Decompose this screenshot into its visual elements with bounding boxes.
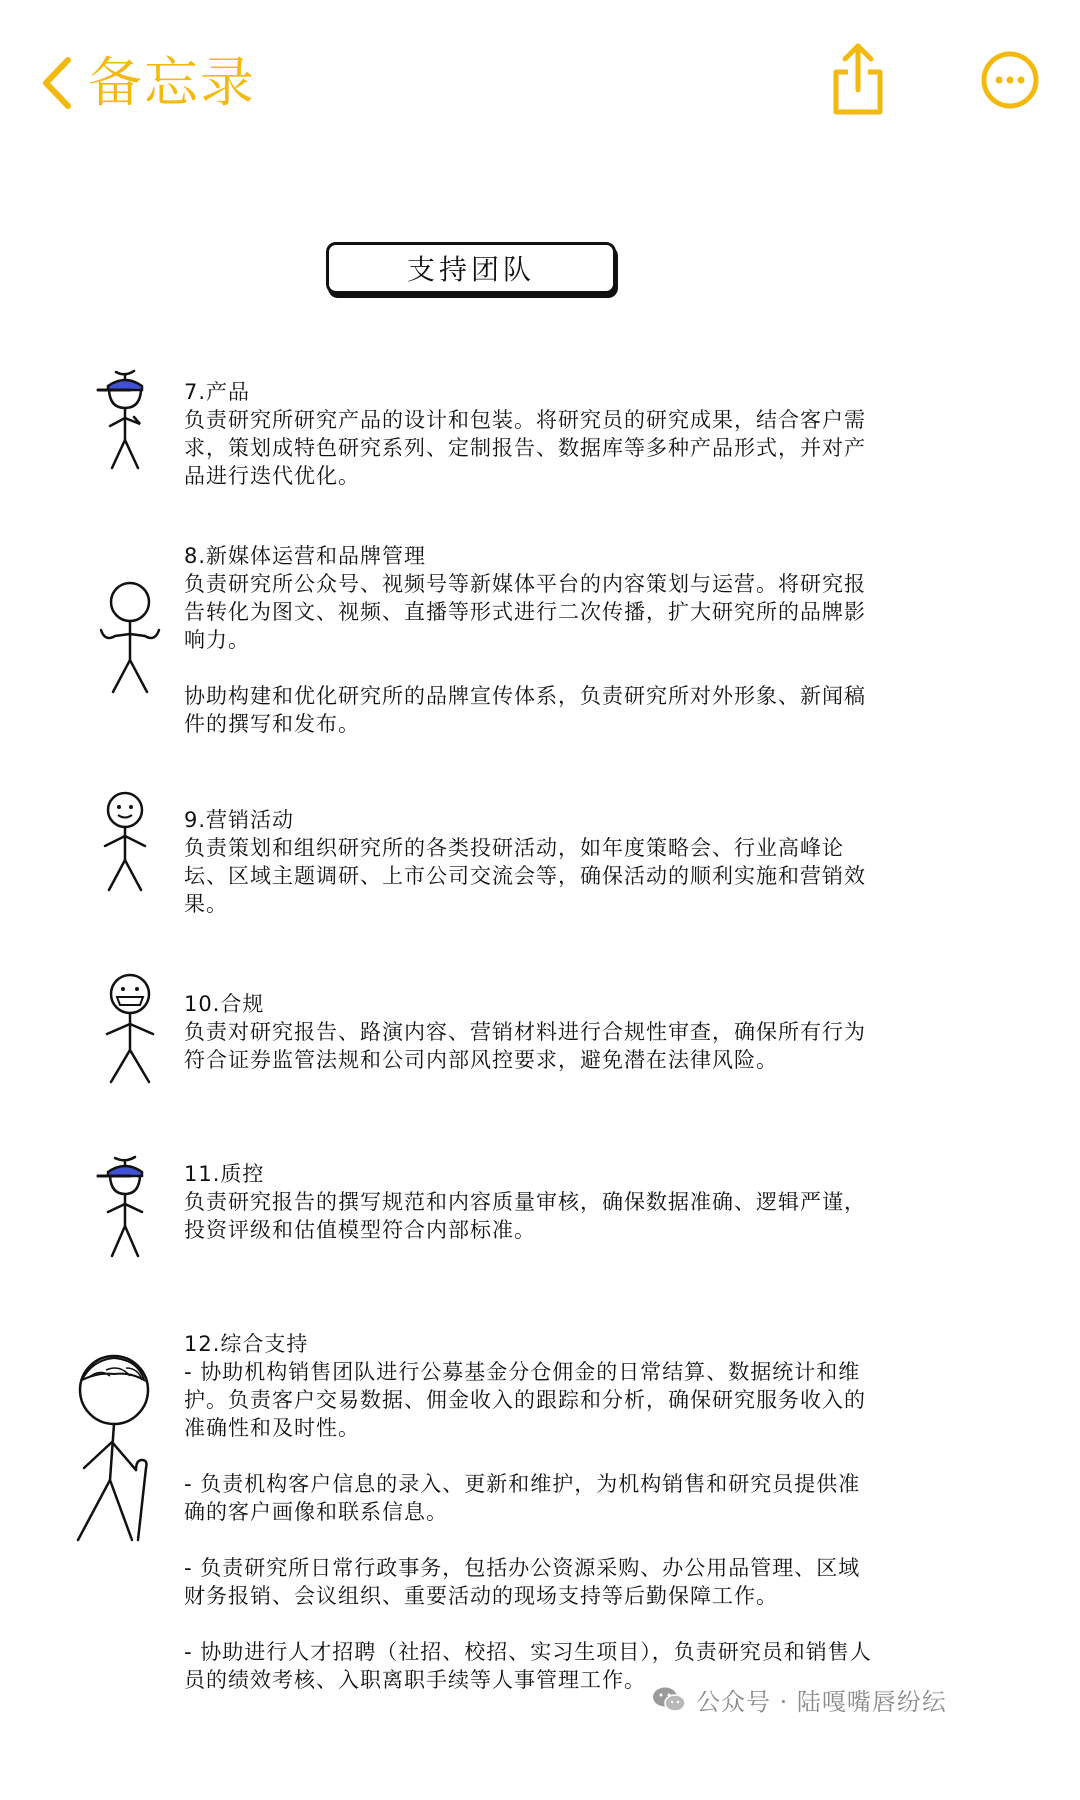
chevron-left-icon — [40, 56, 74, 110]
stick-figure-shrugging — [95, 580, 165, 695]
section-heading: 11.质控 — [184, 1162, 265, 1186]
section-quality-control — [184, 1160, 874, 1244]
back-button[interactable] — [40, 48, 256, 118]
stick-figure-masked — [95, 970, 165, 1085]
section-paragraph: 协助构建和优化研究所的品牌宣传体系，负责研究所对外形象、新闻稿件的撰写和发布。 — [184, 684, 866, 736]
section-paragraph: - 负责研究所日常行政事务，包括办公资源采购、办公用品管理、区域财务报销、会议组织、重要活动的现场支持等后勤保障工作。 — [184, 1556, 861, 1608]
stick-figure-propeller-cap — [90, 368, 160, 473]
section-paragraph: 负责研究所公众号、视频号等新媒体平台的内容策划与运营。将研究报告转化为图文、视频、直播等形式进行二次传播，扩大研究所的品牌影响力。 — [184, 572, 866, 652]
section-paragraph: 负责研究报告的撰写规范和内容质量审核，确保数据准确、逻辑严谨，投资评级和估值模型符合内部标准。 — [184, 1190, 866, 1242]
watermark — [652, 1682, 947, 1717]
section-marketing — [184, 806, 874, 918]
section-general-support — [184, 1330, 874, 1694]
section-new-media — [184, 542, 874, 738]
stick-figure-elder-with-cane — [70, 1350, 170, 1545]
ellipsis-circle-icon — [980, 50, 1040, 110]
stick-figure-smiling — [95, 790, 155, 895]
share-button[interactable] — [828, 40, 888, 120]
section-paragraph: - 协助机构销售团队进行公募基金分仓佣金的日常结算、数据统计和维护。负责客户交易数据、佣金收入的跟踪和分析，确保研究服务收入的准确性和及时性。 — [184, 1360, 866, 1440]
nav-bar — [0, 0, 1080, 170]
back-label: 备忘录 — [88, 51, 256, 114]
section-paragraph: 负责策划和组织研究所的各类投研活动，如年度策略会、行业高峰论坛、区域主题调研、上市公司交流会等，确保活动的顺利实施和营销效果。 — [184, 836, 866, 916]
note-title: 支持团队 — [326, 242, 616, 294]
more-button[interactable] — [980, 50, 1040, 110]
section-paragraph: - 协助进行人才招聘（社招、校招、实习生项目），负责研究员和销售人员的绩效考核、入职离职手续等人事管理工作。 — [184, 1640, 872, 1692]
section-heading: 10.合规 — [184, 992, 265, 1016]
section-compliance — [184, 990, 874, 1074]
wechat-icon — [652, 1686, 686, 1714]
section-paragraph: 负责对研究报告、路演内容、营销材料进行合规性审查，确保所有行为符合证券监管法规和公司内部风控要求，避免潜在法律风险。 — [184, 1020, 866, 1072]
stick-figure-propeller-cap — [90, 1150, 160, 1260]
section-heading: 9.营销活动 — [184, 808, 295, 832]
share-icon — [828, 40, 888, 120]
section-heading: 7.产品 — [184, 380, 251, 404]
watermark-text: 公众号 · 陆嘎嘴唇纷纭 — [696, 1688, 947, 1716]
section-heading: 12.综合支持 — [184, 1332, 309, 1356]
section-heading: 8.新媒体运营和品牌管理 — [184, 544, 427, 568]
section-paragraph: 负责研究所研究产品的设计和包装。将研究员的研究成果，结合客户需求，策划成特色研究系列、定制报告、数据库等多种产品形式，并对产品进行迭代优化。 — [184, 408, 866, 488]
section-product — [184, 378, 874, 490]
section-paragraph: - 负责机构客户信息的录入、更新和维护，为机构销售和研究员提供准确的客户画像和联系信息。 — [184, 1472, 861, 1524]
